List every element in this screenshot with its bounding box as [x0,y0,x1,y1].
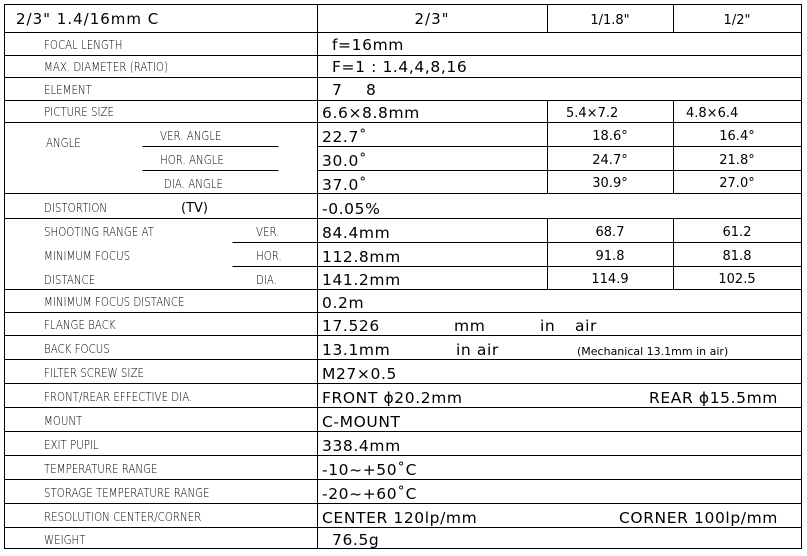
value-max-diameter: F=1 : 1.4,4,8,16 [332,58,468,76]
value-flange-back-unit: mm [454,317,486,335]
value-shooting-hor-1-2: 81.8 [722,249,752,264]
label-shooting-ver: VER. [256,223,280,240]
value-flange-back-in: in [540,317,556,335]
value-picture-size-1-1-8: 5.4×7.2 [566,106,619,121]
label-shooting-range-3: DISTANCE [44,271,96,288]
value-distortion: -0.05% [322,200,381,218]
label-shooting-range-1: SHOOTING RANGE AT [44,223,154,240]
value-front-effective-dia: FRONT ϕ20.2mm [322,389,463,407]
value-flange-back: 17.526 [322,317,380,335]
value-shooting-ver-1-1-8: 68.7 [595,225,625,240]
value-resolution-center: CENTER 120lp/mm [322,509,478,527]
value-picture-size-1-2: 4.8×6.4 [686,106,739,121]
label-max-diameter: MAX. DIAMETER (RATIO) [44,58,168,75]
value-shooting-hor-2-3: 112.8mm [322,248,401,266]
label-storage-temperature: STORAGE TEMPERATURE RANGE [44,484,210,501]
value-ver-angle-1-1-8: 18.6° [592,129,628,144]
value-shooting-hor-1-1-8: 91.8 [595,249,625,264]
value-mount: C-MOUNT [322,413,401,431]
label-shooting-range-2: MINIMUM FOCUS [44,247,131,264]
label-ver-angle: VER. ANGLE [160,127,222,144]
value-hor-angle-1-1-8: 24.7° [592,153,628,168]
label-exit-pupil: EXIT PUPIL [44,436,99,453]
value-flange-back-air: air [575,317,597,335]
column-header-1-2: 1/2" [723,13,751,28]
value-ver-angle-1-2: 16.4° [719,129,755,144]
value-back-focus-in-air: in air [456,341,499,359]
value-filter-screw-size: M27×0.5 [322,365,397,383]
value-exit-pupil: 338.4mm [322,437,401,455]
row-values [322,36,778,549]
label-filter-screw-size: FILTER SCREW SIZE [44,364,144,381]
value-hor-angle-2-3: 30.0˚ [322,152,368,170]
label-temperature-range: TEMPERATURE RANGE [44,460,158,477]
label-resolution: RESOLUTION CENTER/CORNER [44,508,202,525]
label-back-focus: BACK FOCUS [44,340,110,357]
header-row [16,10,750,28]
value-shooting-dia-1-2: 102.5 [718,272,756,287]
value-ver-angle-2-3: 22.7˚ [322,128,368,146]
label-element: ELEMENT [44,81,92,98]
label-angle: ANGLE [46,134,81,151]
value-weight: 76.5g [332,531,380,549]
value-hor-angle-1-2: 21.8° [719,153,755,168]
column-header-2-3: 2/3" [414,10,450,28]
value-resolution-corner: CORNER 100lp/mm [618,509,778,527]
value-rear-effective-dia: REAR ϕ15.5mm [649,389,778,407]
label-effective-dia: FRONT/REAR EFFECTIVE DIA. [44,388,193,405]
label-distortion-tv: (TV) [181,201,208,216]
label-shooting-hor: HOR. [256,247,282,264]
lens-title: 2/3" 1.4/16mm C [16,10,160,28]
label-min-focus-distance: MINIMUM FOCUS DISTANCE [44,293,185,310]
value-back-focus: 13.1mm [322,341,391,359]
value-element-2: 8 [366,81,377,99]
value-dia-angle-1-1-8: 30.9° [592,176,628,191]
label-hor-angle: HOR. ANGLE [160,151,224,168]
label-focal-length: FOCAL LENGTH [44,36,123,53]
label-mount: MOUNT [44,412,83,429]
label-dia-angle: DIA. ANGLE [164,175,224,192]
label-picture-size: PICTURE SIZE [44,103,114,120]
value-dia-angle-2-3: 37.0˚ [322,176,368,194]
row-labels [44,37,282,547]
label-distortion: DISTORTION [44,199,108,216]
label-flange-back: FLANGE BACK [44,316,116,333]
label-shooting-dia: DIA. [256,271,278,288]
value-back-focus-note: (Mechanical 13.1mm in air) [577,345,729,358]
column-header-1-1-8: 1/1.8" [590,13,630,28]
value-shooting-ver-2-3: 84.4mm [322,224,391,242]
value-shooting-dia-2-3: 141.2mm [322,271,401,289]
value-dia-angle-1-2: 27.0° [719,176,755,191]
value-element-1: 7 [332,81,343,99]
value-shooting-dia-1-1-8: 114.9 [591,272,629,287]
value-shooting-ver-1-2: 61.2 [722,225,752,240]
label-weight: WEIGHT [44,531,86,548]
value-focal-length: f=16mm [332,36,404,54]
value-picture-size-2-3: 6.6×8.8mm [322,104,420,122]
value-temperature-range: -10~+50˚C [322,461,417,479]
value-min-focus-distance: 0.2m [322,294,365,312]
value-storage-temperature: -20~+60˚C [322,485,417,503]
